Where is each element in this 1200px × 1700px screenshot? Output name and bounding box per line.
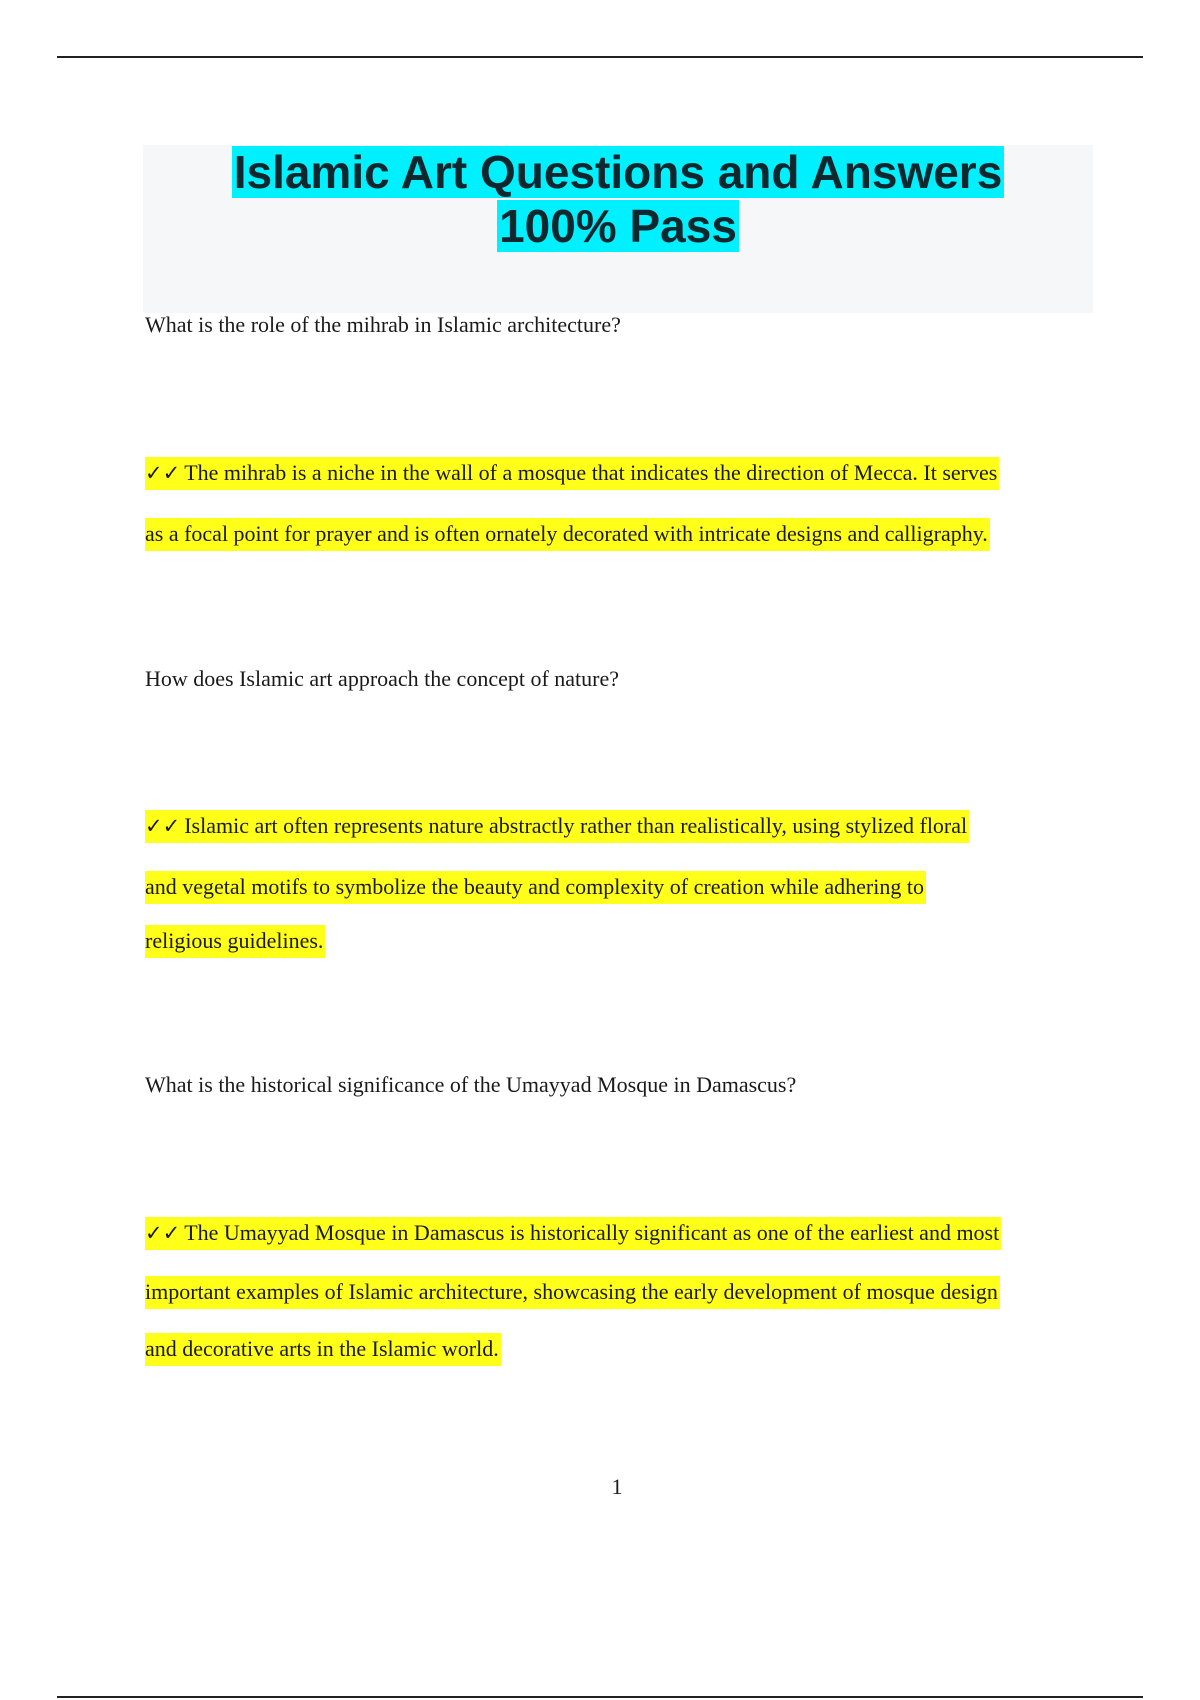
answer-text: Islamic art often represents nature abstractly rather than realistically, using stylized floral [184, 813, 968, 838]
answer-1-line-1 [145, 462, 1095, 484]
answer-3-line-3 [145, 1338, 1095, 1360]
title-line-1: Islamic Art Questions and Answers [233, 146, 1003, 198]
answer-highlight [145, 1217, 1001, 1250]
check-mark-icon: ✓✓ [145, 814, 181, 838]
question-3 [145, 1074, 1095, 1096]
question-1 [145, 314, 1095, 336]
answer-2-line-1 [145, 815, 1095, 837]
answer-3-line-1 [145, 1222, 1095, 1244]
question-text: What is the historical significance of the Umayyad Mosque in Damascus? [145, 1072, 797, 1097]
question-text: What is the role of the mihrab in Islamic architecture? [145, 312, 621, 337]
answer-text: The Umayyad Mosque in Damascus is historically significant as one of the earliest and most [184, 1220, 1000, 1245]
answer-1-line-2 [145, 523, 1095, 545]
question-2 [145, 668, 1095, 690]
answer-highlight: important examples of Islamic architecture, showcasing the early development of mosque design [145, 1276, 1000, 1309]
answer-text: The mihrab is a niche in the wall of a mosque that indicates the direction of Mecca. It serves [184, 460, 998, 485]
title-line-2: 100% Pass [499, 200, 737, 252]
title-block [143, 145, 1093, 313]
answer-highlight: and vegetal motifs to symbolize the beauty and complexity of creation while adhering to [145, 871, 926, 904]
check-mark-icon: ✓✓ [145, 461, 181, 485]
answer-2-line-3 [145, 930, 1095, 952]
answer-highlight: and decorative arts in the Islamic world. [145, 1333, 501, 1366]
answer-highlight: as a focal point for prayer and is often ornately decorated with intricate designs and calligraphy. [145, 518, 990, 551]
answer-highlight [145, 457, 999, 490]
check-mark-icon: ✓✓ [145, 1221, 181, 1245]
page-number: 1 [611, 1474, 623, 1499]
answer-2-line-2 [145, 876, 1095, 898]
answer-3-line-2 [145, 1281, 1095, 1303]
document-title [143, 145, 1093, 253]
answer-highlight [145, 810, 969, 843]
question-text: How does Islamic art approach the concept of nature? [145, 666, 620, 691]
answer-highlight: religious guidelines. [145, 925, 325, 958]
top-rule [57, 56, 1143, 58]
bottom-rule [57, 1696, 1143, 1698]
